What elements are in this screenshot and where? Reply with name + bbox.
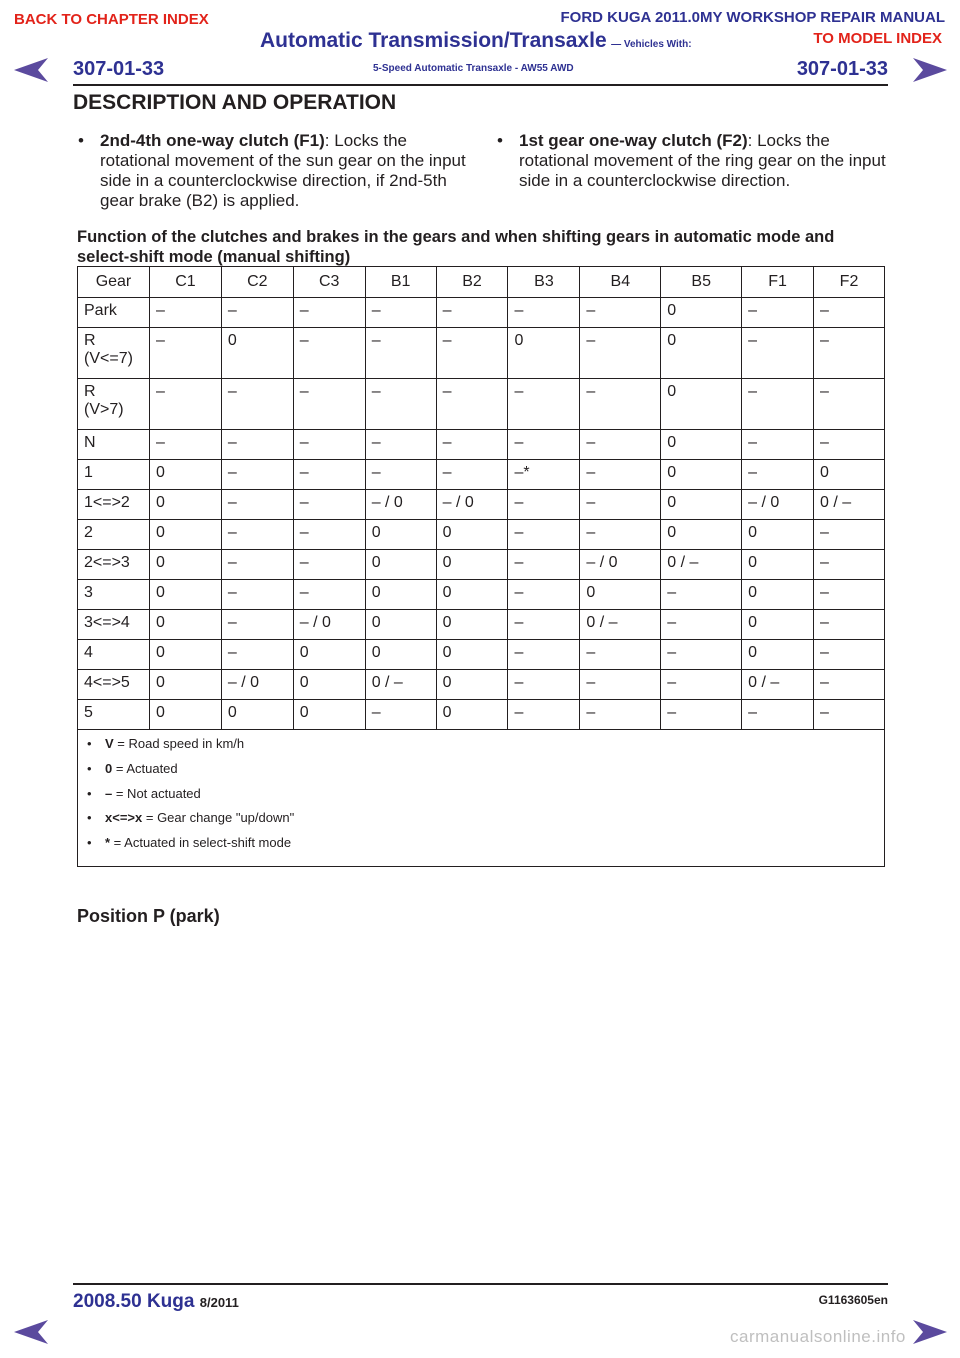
bullet-dot: • xyxy=(87,835,92,851)
gear-cell: Park xyxy=(78,298,150,328)
status-cell: – / 0 xyxy=(221,670,293,700)
status-cell: – xyxy=(365,298,436,328)
status-cell: – xyxy=(221,490,293,520)
table-row xyxy=(78,328,885,379)
legend-key: – xyxy=(105,785,113,801)
status-cell: – xyxy=(580,460,661,490)
status-cell: 0 xyxy=(436,520,508,550)
status-cell: – / 0 xyxy=(293,610,365,640)
legend-text: = Not actuated xyxy=(112,785,201,801)
table-caption: Function of the clutches and brakes in the gears and when shifting gears in automatic mode and select-shift mode (manual shifting) xyxy=(77,228,835,266)
status-cell: – xyxy=(293,298,365,328)
gear-cell: R (V>7) xyxy=(78,379,150,430)
status-cell: – xyxy=(580,430,661,460)
status-cell: 0 xyxy=(293,700,365,730)
legend-key: * xyxy=(105,835,111,851)
status-cell: 0 xyxy=(149,490,221,520)
status-cell: – xyxy=(149,379,221,430)
status-cell: 0 xyxy=(149,580,221,610)
status-cell: 0 xyxy=(365,580,436,610)
status-cell: 0 xyxy=(436,700,508,730)
status-cell: 0 xyxy=(661,490,742,520)
status-cell: – xyxy=(508,550,580,580)
status-cell: – xyxy=(293,580,365,610)
status-cell: – xyxy=(149,328,221,379)
back-to-chapter-index-link[interactable]: BACK TO CHAPTER INDEX xyxy=(14,11,209,28)
bullet-dot: • xyxy=(87,736,92,751)
status-cell: – xyxy=(814,430,885,460)
status-cell: 0 xyxy=(149,610,221,640)
table-header-c2: C2 xyxy=(221,267,293,298)
gear-cell: 4<=>5 xyxy=(78,670,150,700)
status-cell: – xyxy=(814,550,885,580)
status-cell: 0 xyxy=(814,460,885,490)
legend-key: x<=>x xyxy=(105,810,143,826)
legend-text: = Road speed in km/h xyxy=(113,736,245,751)
status-cell: 0 xyxy=(365,520,436,550)
status-cell: – xyxy=(814,580,885,610)
manual-title: FORD KUGA 2011.0MY WORKSHOP REPAIR MANUAL xyxy=(560,9,945,26)
status-cell: 0 xyxy=(742,610,814,640)
status-cell: 0 xyxy=(365,550,436,580)
status-cell: –* xyxy=(508,460,580,490)
status-cell: 0 xyxy=(661,328,742,379)
status-cell: 0 / – xyxy=(580,610,661,640)
clutch-brake-function-table xyxy=(77,266,885,867)
table-header-c1: C1 xyxy=(149,267,221,298)
status-cell: – xyxy=(293,520,365,550)
table-header-b2: B2 xyxy=(436,267,508,298)
status-cell: – xyxy=(221,430,293,460)
status-cell: – / 0 xyxy=(436,490,508,520)
status-cell: 0 xyxy=(293,640,365,670)
status-cell: – xyxy=(293,430,365,460)
bullet-dot: • xyxy=(497,131,503,150)
status-cell: – xyxy=(814,328,885,379)
table-row xyxy=(78,700,885,730)
legend-item xyxy=(78,761,884,786)
status-cell: 0 xyxy=(580,580,661,610)
table-header-f1: F1 xyxy=(742,267,814,298)
status-cell: – xyxy=(365,700,436,730)
table-row xyxy=(78,379,885,430)
table-row xyxy=(78,670,885,700)
bullet-f2-term: 1st gear one-way clutch (F2) xyxy=(519,131,748,150)
gear-cell: 2<=>3 xyxy=(78,550,150,580)
page-heading: DESCRIPTION AND OPERATION xyxy=(73,91,397,114)
to-model-index-link[interactable]: TO MODEL INDEX xyxy=(813,30,942,47)
watermark: carmanualsonline.info xyxy=(730,1327,906,1346)
status-cell: 0 xyxy=(436,640,508,670)
gear-cell: 3 xyxy=(78,580,150,610)
status-cell: – xyxy=(149,298,221,328)
status-cell: – xyxy=(221,640,293,670)
section-title-block xyxy=(260,29,692,53)
status-cell: – xyxy=(293,490,365,520)
status-cell: – xyxy=(293,379,365,430)
status-cell: 0 xyxy=(508,328,580,379)
status-cell: – xyxy=(814,670,885,700)
table-row xyxy=(78,550,885,580)
status-cell: 0 xyxy=(365,640,436,670)
status-cell: – xyxy=(221,460,293,490)
status-cell: – xyxy=(661,700,742,730)
table-header-b3: B3 xyxy=(508,267,580,298)
status-cell: – xyxy=(365,379,436,430)
status-cell: – xyxy=(508,490,580,520)
status-cell: – xyxy=(436,298,508,328)
status-cell: – xyxy=(293,328,365,379)
bullet-f1-line4: gear brake (B2) is applied. xyxy=(100,191,300,210)
status-cell: 0 xyxy=(661,430,742,460)
table-header-row xyxy=(78,267,885,298)
table-row xyxy=(78,610,885,640)
status-cell: 0 xyxy=(149,550,221,580)
bullet-dot: • xyxy=(78,131,84,150)
gear-cell: 2 xyxy=(78,520,150,550)
status-cell: – xyxy=(580,490,661,520)
status-cell: – xyxy=(661,580,742,610)
status-cell: 0 xyxy=(293,670,365,700)
legend-item xyxy=(78,810,884,835)
status-cell: – xyxy=(221,580,293,610)
status-cell: 0 xyxy=(149,640,221,670)
status-cell: 0 xyxy=(149,520,221,550)
gear-cell: 4 xyxy=(78,640,150,670)
status-cell: – xyxy=(742,298,814,328)
next-page-arrow-icon[interactable] xyxy=(911,56,949,84)
gear-cell: 5 xyxy=(78,700,150,730)
page-number-left: 307-01-33 xyxy=(73,58,165,80)
status-cell: 0 xyxy=(742,550,814,580)
status-cell: – xyxy=(508,430,580,460)
gear-cell: 1<=>2 xyxy=(78,490,150,520)
status-cell: 0 xyxy=(221,700,293,730)
status-cell: 0 / – xyxy=(742,670,814,700)
next-page-arrow-icon[interactable] xyxy=(911,1318,949,1346)
status-cell: 0 / – xyxy=(814,490,885,520)
section-subtitle: 5-Speed Automatic Transaxle - AW55 AWD xyxy=(373,63,574,74)
status-cell: – / 0 xyxy=(580,550,661,580)
status-cell: – xyxy=(742,379,814,430)
bullet-f2: • 1st gear one-way clutch (F2): Locks the rotational movement of the ring gear on the input side in a counterclockwise direction. xyxy=(497,131,886,190)
status-cell: 0 xyxy=(436,670,508,700)
table-row xyxy=(78,640,885,670)
status-cell: 0 xyxy=(436,550,508,580)
status-cell: – xyxy=(814,700,885,730)
status-cell: – xyxy=(661,610,742,640)
status-cell: 0 xyxy=(149,670,221,700)
status-cell: – xyxy=(508,700,580,730)
status-cell: – xyxy=(580,298,661,328)
bullet-f2-line3: side in a counterclockwise direction. xyxy=(519,171,791,190)
header-rule xyxy=(73,84,888,86)
table-notes-row xyxy=(78,730,885,867)
status-cell: 0 xyxy=(742,640,814,670)
status-cell: – xyxy=(221,520,293,550)
position-p-heading: Position P (park) xyxy=(77,906,220,926)
table-row xyxy=(78,520,885,550)
status-cell: – xyxy=(580,700,661,730)
status-cell: 0 xyxy=(149,700,221,730)
status-cell: – / 0 xyxy=(365,490,436,520)
legend-notes xyxy=(78,730,885,867)
status-cell: – xyxy=(580,520,661,550)
status-cell: 0 / – xyxy=(365,670,436,700)
status-cell: – xyxy=(580,640,661,670)
bullet-f1-term: 2nd-4th one-way clutch (F1) xyxy=(100,131,325,150)
bullet-f1-line2: rotational movement of the sun gear on the input xyxy=(100,151,466,170)
table-header-f2: F2 xyxy=(814,267,885,298)
table-header-c3: C3 xyxy=(293,267,365,298)
footer-rule xyxy=(73,1283,888,1285)
previous-page-arrow-icon[interactable] xyxy=(12,1318,50,1346)
status-cell: – xyxy=(508,298,580,328)
table-row xyxy=(78,430,885,460)
status-cell: – xyxy=(814,379,885,430)
bullet-dot: • xyxy=(87,810,92,826)
status-cell: – xyxy=(508,670,580,700)
bullet-dot: • xyxy=(87,760,92,776)
gear-cell: 3<=>4 xyxy=(78,610,150,640)
status-cell: 0 xyxy=(661,520,742,550)
status-cell: 0 xyxy=(661,298,742,328)
status-cell: 0 xyxy=(365,610,436,640)
legend-key: V xyxy=(105,736,114,751)
status-cell: – xyxy=(221,379,293,430)
status-cell: – xyxy=(436,430,508,460)
bullet-f1-line3: side in a counterclockwise direction, if 2nd-5th xyxy=(100,171,447,190)
status-cell: – xyxy=(814,298,885,328)
legend-item xyxy=(78,786,884,811)
status-cell: – xyxy=(508,580,580,610)
status-cell: 0 xyxy=(436,580,508,610)
status-cell: – xyxy=(742,430,814,460)
status-cell: – xyxy=(221,298,293,328)
bullet-dot: • xyxy=(87,785,92,801)
status-cell: – xyxy=(580,670,661,700)
legend-item xyxy=(78,835,884,860)
footer-model-name: 2008.50 Kuga xyxy=(73,1291,195,1312)
footer-code: G1163605en xyxy=(818,1293,888,1307)
status-cell: – xyxy=(365,430,436,460)
status-cell: – xyxy=(436,379,508,430)
footer-model xyxy=(73,1291,239,1313)
status-cell: – xyxy=(508,379,580,430)
status-cell: 0 xyxy=(149,460,221,490)
status-cell: – xyxy=(436,328,508,379)
status-cell: – xyxy=(436,460,508,490)
status-cell: – xyxy=(661,640,742,670)
status-cell: – xyxy=(221,550,293,580)
bullet-f2-line1: Locks the xyxy=(757,131,830,150)
status-cell: – xyxy=(661,670,742,700)
status-cell: 0 xyxy=(742,520,814,550)
status-cell: – xyxy=(814,640,885,670)
table-header-b1: B1 xyxy=(365,267,436,298)
status-cell: 0 xyxy=(221,328,293,379)
status-cell: 0 xyxy=(661,460,742,490)
legend-key: 0 xyxy=(105,760,113,776)
previous-page-arrow-icon[interactable] xyxy=(12,56,50,84)
status-cell: 0 xyxy=(436,610,508,640)
status-cell: – xyxy=(508,520,580,550)
section-title: Automatic Transmission/Transaxle xyxy=(260,29,607,52)
table-row xyxy=(78,298,885,328)
footer-date: 8/2011 xyxy=(199,1295,239,1310)
gear-cell: 1 xyxy=(78,460,150,490)
status-cell: – xyxy=(293,550,365,580)
table-row xyxy=(78,460,885,490)
status-cell: – xyxy=(742,328,814,379)
status-cell: – xyxy=(814,610,885,640)
bullet-f1-line1: Locks the xyxy=(334,131,408,150)
status-cell: – xyxy=(814,520,885,550)
vehicles-with-label: — Vehicles With: xyxy=(611,39,692,50)
status-cell: – xyxy=(580,379,661,430)
page-number-right: 307-01-33 xyxy=(796,58,888,80)
bullet-f1: • 2nd-4th one-way clutch (F1): Locks the rotational movement of the sun gear on the input side in a counterclockwise direction, if 2nd-5th gear brake (B2) is applied. xyxy=(78,131,466,210)
status-cell: – xyxy=(508,640,580,670)
status-cell: – xyxy=(742,460,814,490)
status-cell: – xyxy=(365,460,436,490)
status-cell: – xyxy=(293,460,365,490)
legend-text: = Gear change "up/down" xyxy=(142,810,295,826)
status-cell: – xyxy=(149,430,221,460)
gear-cell: N xyxy=(78,430,150,460)
table-row xyxy=(78,580,885,610)
table-header-gear: Gear xyxy=(78,267,150,298)
legend-text: = Actuated xyxy=(112,760,178,776)
status-cell: 0 xyxy=(742,580,814,610)
gear-cell: R (V<=7) xyxy=(78,328,150,379)
status-cell: – xyxy=(221,610,293,640)
table-row xyxy=(78,490,885,520)
bullet-f2-line2: rotational movement of the ring gear on the input xyxy=(519,151,886,170)
status-cell: 0 xyxy=(661,379,742,430)
legend-text: = Actuated in select-shift mode xyxy=(110,835,292,851)
table-header-b4: B4 xyxy=(580,267,661,298)
status-cell: 0 / – xyxy=(661,550,742,580)
status-cell: – xyxy=(365,328,436,379)
status-cell: – xyxy=(508,610,580,640)
table-header-b5: B5 xyxy=(661,267,742,298)
status-cell: – / 0 xyxy=(742,490,814,520)
legend-item xyxy=(78,736,884,761)
status-cell: – xyxy=(580,328,661,379)
status-cell: – xyxy=(742,700,814,730)
